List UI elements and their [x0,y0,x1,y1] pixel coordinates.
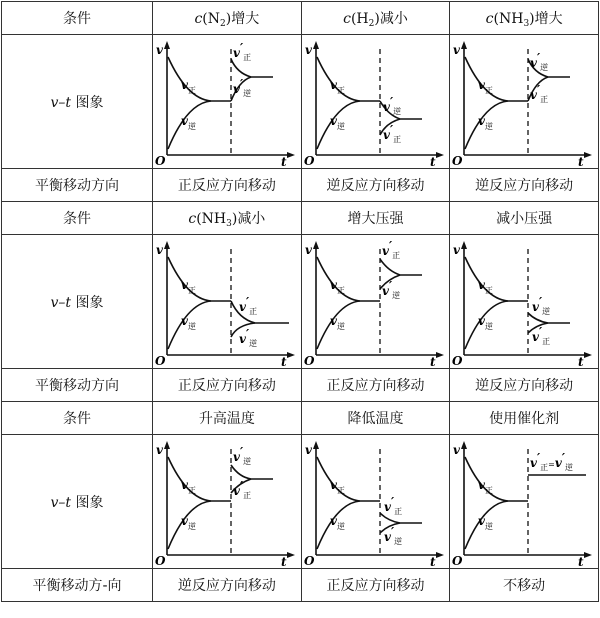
equilibrium-table [1,1,599,602]
v-axis-label: v [453,442,461,457]
row-label-condition: 条件 [2,2,153,35]
v-forward-curve [168,257,231,301]
vt-graph-cell [450,35,599,169]
v-prime-forward-label: $v'_正$ [233,40,252,62]
v-prime-reverse-label: $v'_逆$ [233,444,252,466]
row-label-condition: 条件 [2,402,153,435]
v-forward-label: $v_正$ [181,77,196,95]
v-reverse-label: $v_逆$ [478,313,494,331]
origin-label: O [452,553,463,567]
v-axis-label: v [156,442,163,457]
vt-graph-cell [153,435,302,569]
direction-row [2,569,599,602]
v-forward-label: $v_正$ [478,277,494,295]
condition-cell: 使用催化剂 [450,402,599,435]
v-forward-label: $v_正$ [181,277,196,295]
origin-label: O [303,153,315,167]
t-axis-arrow [436,152,444,158]
v-axis-arrow [164,241,170,249]
v-forward-label: $v_正$ [329,477,345,495]
vt-graph [450,37,598,167]
t-axis-label: t [429,354,436,367]
direction-cell: 逆反应方向移动 [450,169,599,202]
v-prime-forward-label: $v'_正$ [239,294,258,316]
v-axis-label: v [453,42,461,57]
v-prime-reverse-label: $v'_逆$ [239,326,258,348]
v-axis-arrow [313,41,319,49]
row-label-direction: 平衡移动方向 [2,369,153,402]
origin-label: O [303,353,315,367]
condition-cell: 降低温度 [301,402,450,435]
v-prime-reverse-label: $v'_逆$ [532,294,551,316]
vt-graph-cell [301,235,450,369]
v-forward-label: $v_正$ [478,477,494,495]
vt-graph [153,437,301,567]
vt-graph-cell [450,435,599,569]
t-axis-label: t [281,154,287,167]
v-forward-label: $v_正$ [478,77,494,95]
v-forward-label: $v_正$ [329,77,345,95]
row-label-direction: 平衡移动方向 [2,169,153,202]
v-forward-label: $v_正$ [181,477,196,495]
vt-graph-cell [153,235,302,369]
row-label-direction: 平衡移动方-向 [2,569,153,602]
direction-cell: 逆反应方向移动 [301,169,450,202]
vt-graph [153,37,301,167]
v-reverse-label: $v_逆$ [329,313,345,331]
v-prime-forward-curve [380,259,422,275]
t-axis-arrow [436,352,444,358]
origin-label: O [155,153,166,167]
graph-row [2,235,599,369]
t-axis-arrow [287,552,295,558]
t-axis-arrow [584,552,592,558]
condition-cell: 增大压强 [301,202,450,235]
vt-graph [302,37,450,167]
v-forward-curve [168,457,231,501]
v-prime-forward-label: $v'_正$ [382,122,401,144]
direction-cell: 不移动 [450,569,599,602]
v-reverse-label: $v_逆$ [478,113,494,131]
t-axis-label: t [281,354,287,367]
row-label-graph: v–t 图象 [2,35,153,169]
v-prime-forward-label: $v'_正$ [532,324,551,346]
graph-row [2,35,599,169]
condition-cell: $c(H_2)$减小 [301,2,450,35]
condition-row [2,2,599,35]
direction-cell: 正反应方向移动 [153,169,302,202]
v-reverse-label: $v_逆$ [329,513,345,531]
v-forward-curve [317,57,380,101]
origin-label: O [452,353,463,367]
t-axis-arrow [287,352,295,358]
v-axis-label: v [156,242,163,257]
v-axis-arrow [164,41,170,49]
condition-row [2,202,599,235]
condition-cell: $c(N_2)$增大 [153,2,302,35]
condition-cell: $c(NH_3)$减小 [153,202,302,235]
v-prime-reverse-label: $v'_逆$ [382,94,401,116]
v-axis-arrow [313,241,319,249]
direction-row [2,369,599,402]
v-axis-arrow [461,241,467,249]
vt-graph [450,237,598,367]
origin-label: O [452,153,463,167]
v-axis-label: v [304,442,312,457]
t-axis-label: t [429,154,436,167]
direction-cell: 正反应方向移动 [301,569,450,602]
v-axis-label: v [304,242,312,257]
direction-cell: 正反应方向移动 [301,369,450,402]
vt-graph-cell [450,235,599,369]
direction-cell: 正反应方向移动 [153,369,302,402]
v-forward-curve [465,57,528,101]
v-prime-forward-label: $v'_正$ [383,494,402,516]
t-axis-label: t [578,154,584,167]
row-label-graph: v–t 图象 [2,435,153,569]
v-axis-arrow [461,41,467,49]
v-axis-arrow [313,441,319,449]
v-reverse-label: $v_逆$ [181,313,196,331]
v-forward-curve [465,457,528,501]
vt-graph [153,237,301,367]
t-axis-label: t [429,554,436,567]
v-forward-curve [317,457,380,501]
v-prime-reverse-label: $v'_逆$ [530,50,549,72]
direction-cell: 逆反应方向移动 [450,369,599,402]
vt-graph [302,237,450,367]
vt-graph-cell [153,35,302,169]
v-prime-forward-label: $v'_正$ [381,238,400,260]
v-axis-arrow [461,441,467,449]
row-label-graph: v–t 图象 [2,235,153,369]
v-forward-curve [317,257,380,301]
t-axis-label: t [578,354,584,367]
v-prime-forward-label: $v'_正$ [530,82,549,104]
t-axis-label: t [281,554,287,567]
condition-cell: 升高温度 [153,402,302,435]
vt-graph [450,437,598,567]
v-axis-label: v [156,42,163,57]
v-forward-curve [465,257,528,301]
v-reverse-label: $v_逆$ [478,513,494,531]
condition-cell: 减小压强 [450,202,599,235]
v-prime-reverse-curve [231,465,273,479]
graph-row [2,435,599,569]
v-prime-forward-curve [231,59,273,77]
v-axis-arrow [164,441,170,449]
direction-row [2,169,599,202]
v-axis-label: v [304,42,312,57]
v-forward-label: $v_正$ [329,277,345,295]
v-reverse-label: $v_逆$ [181,113,196,131]
v-prime-reverse-label: $v'_逆$ [383,524,402,546]
v-prime-forward-label: $v'_正$ [233,478,252,500]
origin-label: O [155,553,166,567]
origin-label: O [155,353,166,367]
v-prime-reverse-label: $v'_逆$ [381,278,400,300]
v-prime-equal-label: $v'_正^=v'_逆$ [530,450,574,472]
row-label-condition: 条件 [2,202,153,235]
t-axis-arrow [436,552,444,558]
vt-graph [302,437,450,567]
t-axis-arrow [584,352,592,358]
v-axis-label: v [453,242,461,257]
origin-label: O [303,553,315,567]
v-reverse-label: $v_逆$ [181,513,196,531]
vt-graph-cell [301,35,450,169]
direction-cell: 逆反应方向移动 [153,569,302,602]
t-axis-arrow [287,152,295,158]
t-axis-arrow [584,152,592,158]
condition-cell: $c(NH_3)$增大 [450,2,599,35]
v-forward-curve [168,57,231,101]
condition-row [2,402,599,435]
v-prime-reverse-label: $v'_逆$ [233,76,252,98]
vt-graph-cell [301,435,450,569]
t-axis-label: t [578,554,584,567]
v-reverse-label: $v_逆$ [329,113,345,131]
